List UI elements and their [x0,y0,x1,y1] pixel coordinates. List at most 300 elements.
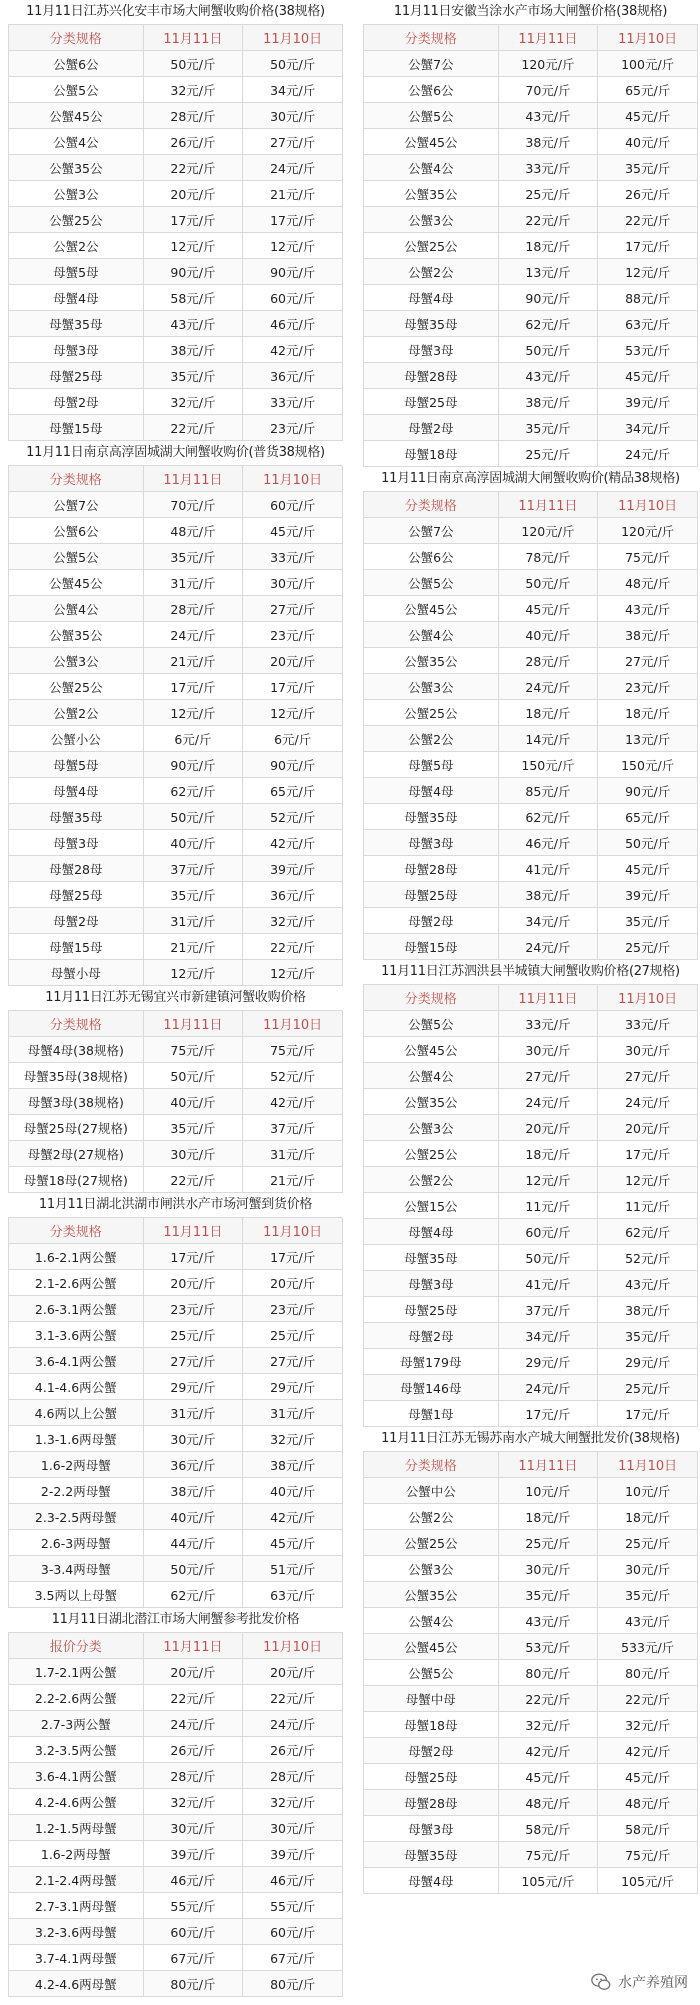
price-today-cell: 17元/斤 [143,1244,243,1270]
price-yesterday-cell: 63元/斤 [243,1582,343,1608]
price-today-cell: 120元/斤 [498,518,598,544]
price-today-cell: 46元/斤 [498,830,598,856]
price-yesterday-cell: 25元/斤 [598,934,698,960]
price-yesterday-cell: 90元/斤 [243,259,343,285]
table-row [9,233,343,259]
spec-cell: 母蟹28母 [364,1790,499,1816]
price-yesterday-cell: 150元/斤 [598,752,698,778]
price-today-cell: 55元/斤 [143,1893,243,1919]
price-yesterday-cell: 100元/斤 [598,51,698,77]
price-yesterday-cell: 29元/斤 [243,1374,343,1400]
table-row [9,856,343,882]
block-title: 11月11日江苏无锡苏南水产城大闸蟹批发价(38规格) [381,1431,680,1446]
spec-cell: 公蟹5公 [364,1660,499,1686]
price-today-cell: 58元/斤 [498,1816,598,1842]
price-yesterday-cell: 20元/斤 [243,1270,343,1296]
table-row [9,1737,343,1763]
price-today-cell: 25元/斤 [143,1322,243,1348]
price-yesterday-cell: 45元/斤 [243,1530,343,1556]
price-yesterday-cell: 90元/斤 [598,778,698,804]
spec-cell: 3-3.4两母蟹 [9,1556,144,1582]
price-yesterday-cell: 35元/斤 [598,908,698,934]
spec-cell: 母蟹25母 [9,363,144,389]
spec-cell: 公蟹25公 [364,233,499,259]
spec-cell: 公蟹小公 [9,726,144,752]
price-yesterday-cell: 25元/斤 [243,1322,343,1348]
spec-cell: 1.7-2.1两公蟹 [9,1659,144,1685]
table-row [9,622,343,648]
table-row [364,415,698,441]
spec-cell: 母蟹25母 [364,1764,499,1790]
price-yesterday-cell: 39元/斤 [598,389,698,415]
spec-cell: 母蟹4母 [364,778,499,804]
spec-cell: 公蟹5公 [9,77,144,103]
price-today-cell: 33元/斤 [498,155,598,181]
price-today-cell: 53元/斤 [498,1634,598,1660]
spec-cell: 公蟹15公 [364,1193,499,1219]
price-yesterday-cell: 31元/斤 [243,1141,343,1167]
price-yesterday-cell: 38元/斤 [243,1452,343,1478]
price-today-cell: 12元/斤 [498,1167,598,1193]
price-today-cell: 30元/斤 [143,1426,243,1452]
price-yesterday-cell: 17元/斤 [598,1141,698,1167]
price-yesterday-cell: 36元/斤 [243,882,343,908]
spec-cell: 公蟹45公 [364,129,499,155]
spec-cell: 母蟹18母 [364,1712,499,1738]
block-title: 11月11日江苏无锡宜兴市新建镇河蟹收购价格 [45,990,306,1005]
spec-cell: 1.6-2.1两公蟹 [9,1244,144,1270]
price-yesterday-cell: 23元/斤 [598,674,698,700]
price-yesterday-cell: 35元/斤 [598,1323,698,1349]
price-today-cell: 43元/斤 [498,363,598,389]
spec-cell: 公蟹4公 [364,622,499,648]
price-yesterday-cell: 40元/斤 [598,129,698,155]
spec-cell: 3.5两以上母蟹 [9,1582,144,1608]
price-yesterday-cell: 75元/斤 [243,1037,343,1063]
price-yesterday-cell: 60元/斤 [243,492,343,518]
price-yesterday-cell: 6元/斤 [243,726,343,752]
price-block [363,1427,698,1894]
header-cell: 11月11日 [498,25,598,51]
price-yesterday-cell: 24元/斤 [598,441,698,467]
spec-cell: 公蟹中公 [364,1478,499,1504]
price-yesterday-cell: 11元/斤 [598,1193,698,1219]
table-row [9,1037,343,1063]
spec-cell: 公蟹25公 [9,207,144,233]
price-yesterday-cell: 51元/斤 [243,1556,343,1582]
header-cell: 11月11日 [143,1218,243,1244]
table-row [364,389,698,415]
price-today-cell: 50元/斤 [143,1063,243,1089]
spec-cell: 母蟹3母 [364,830,499,856]
spec-cell: 1.6-2两母蟹 [9,1841,144,1867]
spec-cell: 4.1-4.6两公蟹 [9,1374,144,1400]
price-today-cell: 22元/斤 [498,1686,598,1712]
table-row [364,570,698,596]
price-today-cell: 105元/斤 [498,1868,598,1894]
price-today-cell: 38元/斤 [143,337,243,363]
spec-cell: 3.2-3.5两公蟹 [9,1737,144,1763]
price-today-cell: 75元/斤 [498,1842,598,1868]
header-cell: 11月10日 [243,1218,343,1244]
table-row [364,233,698,259]
price-today-cell: 18元/斤 [498,700,598,726]
price-today-cell: 21元/斤 [143,934,243,960]
spec-cell: 母蟹5母 [364,752,499,778]
price-today-cell: 48元/斤 [143,518,243,544]
price-today-cell: 80元/斤 [143,1971,243,1997]
spec-cell: 母蟹35母 [364,311,499,337]
spec-cell: 2.7-3两公蟹 [9,1711,144,1737]
spec-cell: 公蟹6公 [364,544,499,570]
table-row [9,492,343,518]
price-yesterday-cell: 25元/斤 [598,1375,698,1401]
header-cell: 分类规格 [364,985,499,1011]
price-table [8,1217,343,1608]
spec-cell: 母蟹25母 [364,882,499,908]
price-yesterday-cell: 39元/斤 [598,882,698,908]
price-today-cell: 80元/斤 [498,1660,598,1686]
price-today-cell: 38元/斤 [498,389,598,415]
table-row [9,1141,343,1167]
block-title: 11月11日江苏泗洪县半城镇大闸蟹收购价格(27规格) [381,964,680,979]
spec-cell: 3.6-4.1两公蟹 [9,1763,144,1789]
table-row [9,1452,343,1478]
header-cell: 11月10日 [598,1452,698,1478]
price-yesterday-cell: 75元/斤 [598,544,698,570]
price-yesterday-cell: 27元/斤 [243,1348,343,1374]
spec-cell: 母蟹小母 [9,960,144,986]
price-yesterday-cell: 46元/斤 [243,311,343,337]
table-header-row [9,466,343,492]
price-yesterday-cell: 29元/斤 [598,1349,698,1375]
price-yesterday-cell: 88元/斤 [598,285,698,311]
price-today-cell: 45元/斤 [498,596,598,622]
price-today-cell: 29元/斤 [498,1349,598,1375]
price-today-cell: 70元/斤 [498,77,598,103]
header-cell: 11月10日 [243,1011,343,1037]
price-yesterday-cell: 120元/斤 [598,518,698,544]
spec-cell: 公蟹45公 [364,1634,499,1660]
price-yesterday-cell: 38元/斤 [598,622,698,648]
spec-cell: 母蟹2母(27规格) [9,1141,144,1167]
table-row [364,648,698,674]
price-today-cell: 23元/斤 [143,1296,243,1322]
price-yesterday-cell: 35元/斤 [598,155,698,181]
spec-cell: 1.3-1.6两母蟹 [9,1426,144,1452]
price-today-cell: 62元/斤 [498,311,598,337]
spec-cell: 公蟹4公 [9,129,144,155]
price-today-cell: 85元/斤 [498,778,598,804]
price-yesterday-cell: 48元/斤 [598,570,698,596]
price-today-cell: 78元/斤 [498,544,598,570]
spec-cell: 母蟹3母 [364,337,499,363]
spec-cell: 母蟹2母 [364,1323,499,1349]
spec-cell: 公蟹25公 [364,700,499,726]
spec-cell: 公蟹45公 [9,570,144,596]
header-cell: 分类规格 [9,1218,144,1244]
price-today-cell: 18元/斤 [498,1141,598,1167]
price-today-cell: 38元/斤 [498,882,598,908]
price-today-cell: 18元/斤 [498,1504,598,1530]
price-today-cell: 60元/斤 [143,1919,243,1945]
price-table [363,24,698,467]
price-yesterday-cell: 21元/斤 [243,1167,343,1193]
price-table [8,1632,343,1997]
spec-cell: 公蟹7公 [9,492,144,518]
price-today-cell: 35元/斤 [143,1115,243,1141]
spec-cell: 公蟹3公 [364,207,499,233]
price-yesterday-cell: 50元/斤 [598,830,698,856]
table-row [364,804,698,830]
price-yesterday-cell: 26元/斤 [243,1737,343,1763]
price-yesterday-cell: 30元/斤 [243,1815,343,1841]
price-yesterday-cell: 42元/斤 [598,1738,698,1764]
table-row [9,1530,343,1556]
spec-cell: 公蟹25公 [364,1141,499,1167]
table-row [9,1244,343,1270]
block-title: 11月11日湖北洪湖市闸洪水产市场河蟹到货价格 [38,1197,313,1212]
spec-cell: 公蟹6公 [9,51,144,77]
table-row [364,674,698,700]
price-today-cell: 39元/斤 [143,1841,243,1867]
table-row [364,1167,698,1193]
price-today-cell: 35元/斤 [143,544,243,570]
table-row [364,259,698,285]
price-today-cell: 45元/斤 [498,1764,598,1790]
price-yesterday-cell: 33元/斤 [243,544,343,570]
price-today-cell: 32元/斤 [143,389,243,415]
price-today-cell: 58元/斤 [143,285,243,311]
price-yesterday-cell: 63元/斤 [598,311,698,337]
table-row [364,1297,698,1323]
table-row [364,544,698,570]
table-header-row [364,25,698,51]
price-today-cell: 13元/斤 [498,259,598,285]
table-row [9,1867,343,1893]
price-yesterday-cell: 43元/斤 [598,1271,698,1297]
spec-cell: 母蟹5母 [9,259,144,285]
price-today-cell: 43元/斤 [498,1608,598,1634]
spec-cell: 3.7-4.1两母蟹 [9,1945,144,1971]
price-yesterday-cell: 12元/斤 [598,259,698,285]
price-yesterday-cell: 55元/斤 [243,1893,343,1919]
price-today-cell: 90元/斤 [143,752,243,778]
block-title: 11月11日江苏兴化安丰市场大闸蟹收购价格(38规格) [26,4,325,19]
spec-cell: 公蟹5公 [364,570,499,596]
price-yesterday-cell: 37元/斤 [243,1115,343,1141]
header-cell: 11月11日 [143,1633,243,1659]
price-yesterday-cell: 20元/斤 [243,1659,343,1685]
table-row [9,181,343,207]
header-cell: 11月10日 [598,985,698,1011]
table-header-row [364,1452,698,1478]
price-today-cell: 40元/斤 [143,1089,243,1115]
price-today-cell: 10元/斤 [498,1478,598,1504]
spec-cell: 母蟹35母 [9,804,144,830]
table-row [9,934,343,960]
price-yesterday-cell: 80元/斤 [598,1660,698,1686]
spec-cell: 母蟹25母 [364,1297,499,1323]
price-yesterday-cell: 22元/斤 [243,1685,343,1711]
price-today-cell: 27元/斤 [143,1348,243,1374]
spec-cell: 公蟹4公 [9,596,144,622]
table-row [9,960,343,986]
table-row [9,700,343,726]
table-row [364,1193,698,1219]
price-yesterday-cell: 32元/斤 [598,1712,698,1738]
price-today-cell: 43元/斤 [143,311,243,337]
price-today-cell: 21元/斤 [143,648,243,674]
spec-cell: 2.1-2.4两母蟹 [9,1867,144,1893]
table-header-row [9,25,343,51]
price-today-cell: 29元/斤 [143,1374,243,1400]
price-today-cell: 67元/斤 [143,1945,243,1971]
table-row [364,311,698,337]
spec-cell: 公蟹3公 [9,648,144,674]
table-row [364,518,698,544]
table-row [9,363,343,389]
spec-cell: 母蟹28母 [9,856,144,882]
table-row [9,1893,343,1919]
spec-cell: 2.2-2.6两公蟹 [9,1685,144,1711]
table-row [9,1945,343,1971]
block-title: 11月11日南京高淳固城湖大闸蟹收购价(普货38规格) [26,445,325,460]
price-today-cell: 35元/斤 [498,415,598,441]
spec-cell: 公蟹5公 [9,544,144,570]
spec-cell: 公蟹2公 [9,233,144,259]
price-today-cell: 40元/斤 [498,622,598,648]
spec-cell: 公蟹2公 [364,1504,499,1530]
price-today-cell: 38元/斤 [143,1478,243,1504]
price-yesterday-cell: 105元/斤 [598,1868,698,1894]
table-row [9,648,343,674]
table-row [9,1582,343,1608]
table-row [364,1556,698,1582]
table-row [9,1478,343,1504]
table-row [364,1738,698,1764]
spec-cell: 公蟹35公 [9,155,144,181]
table-row [9,1270,343,1296]
price-block [363,467,698,960]
price-today-cell: 35元/斤 [143,882,243,908]
price-yesterday-cell: 21元/斤 [243,181,343,207]
price-yesterday-cell: 65元/斤 [243,778,343,804]
price-yesterday-cell: 17元/斤 [243,207,343,233]
price-today-cell: 30元/斤 [498,1556,598,1582]
header-cell: 11月11日 [143,466,243,492]
table-row [9,752,343,778]
table-header-row [9,1011,343,1037]
spec-cell: 母蟹2母 [9,908,144,934]
price-yesterday-cell: 30元/斤 [598,1556,698,1582]
spec-cell: 4.2-4.6两母蟹 [9,1971,144,1997]
price-today-cell: 24元/斤 [143,1711,243,1737]
price-today-cell: 22元/斤 [143,1685,243,1711]
table-row [364,1245,698,1271]
price-yesterday-cell: 23元/斤 [243,622,343,648]
table-header-row [9,1633,343,1659]
spec-cell: 公蟹35公 [364,648,499,674]
price-today-cell: 30元/斤 [498,1037,598,1063]
table-row [364,1712,698,1738]
price-today-cell: 30元/斤 [143,1815,243,1841]
table-row [364,1063,698,1089]
price-today-cell: 50元/斤 [498,337,598,363]
spec-cell: 母蟹3母 [9,337,144,363]
spec-cell: 母蟹28母 [364,363,499,389]
spec-cell: 公蟹3公 [364,1556,499,1582]
price-block [8,1608,343,1997]
spec-cell: 母蟹4母 [9,778,144,804]
table-header-row [364,985,698,1011]
price-today-cell: 50元/斤 [498,570,598,596]
spec-cell: 母蟹18母(27规格) [9,1167,144,1193]
price-today-cell: 17元/斤 [143,207,243,233]
table-row [364,1089,698,1115]
price-today-cell: 34元/斤 [498,1323,598,1349]
price-yesterday-cell: 45元/斤 [598,856,698,882]
price-today-cell: 50元/斤 [143,804,243,830]
price-yesterday-cell: 20元/斤 [243,648,343,674]
price-yesterday-cell: 35元/斤 [598,1582,698,1608]
price-today-cell: 26元/斤 [143,1737,243,1763]
price-today-cell: 20元/斤 [143,181,243,207]
table-row [9,1089,343,1115]
header-cell: 分类规格 [364,25,499,51]
table-row [9,908,343,934]
spec-cell: 3.6-4.1两公蟹 [9,1348,144,1374]
spec-cell: 公蟹4公 [364,1608,499,1634]
watermark-text: 水产养殖网 [618,1975,688,1991]
price-today-cell: 44元/斤 [143,1530,243,1556]
price-yesterday-cell: 58元/斤 [598,1816,698,1842]
table-row [9,337,343,363]
table-row [364,1868,698,1894]
price-yesterday-cell: 52元/斤 [243,804,343,830]
price-yesterday-cell: 46元/斤 [243,1867,343,1893]
price-yesterday-cell: 40元/斤 [243,1478,343,1504]
table-row [364,1349,698,1375]
price-yesterday-cell: 34元/斤 [243,77,343,103]
table-row [9,1426,343,1452]
table-row [364,1582,698,1608]
price-yesterday-cell: 30元/斤 [598,1037,698,1063]
spec-cell: 公蟹3公 [9,181,144,207]
block-title: 11月11日南京高淳固城湖大闸蟹收购价(精品38规格) [381,471,680,486]
price-today-cell: 90元/斤 [143,259,243,285]
spec-cell: 4.2-4.6两公蟹 [9,1789,144,1815]
price-yesterday-cell: 12元/斤 [243,960,343,986]
spec-cell: 公蟹2公 [364,726,499,752]
table-row [364,778,698,804]
table-row [364,1608,698,1634]
table-row [364,1375,698,1401]
spec-cell: 公蟹2公 [9,700,144,726]
table-row [364,363,698,389]
table-row [364,1401,698,1427]
table-row [364,1037,698,1063]
header-cell: 报价分类 [9,1633,144,1659]
table-header-row [364,492,698,518]
spec-cell: 1.6-2两母蟹 [9,1452,144,1478]
spec-cell: 母蟹5母 [9,752,144,778]
price-block [8,986,343,1193]
table-row [9,1063,343,1089]
table-row [9,1296,343,1322]
table-row [9,415,343,441]
spec-cell: 2-2.2两母蟹 [9,1478,144,1504]
